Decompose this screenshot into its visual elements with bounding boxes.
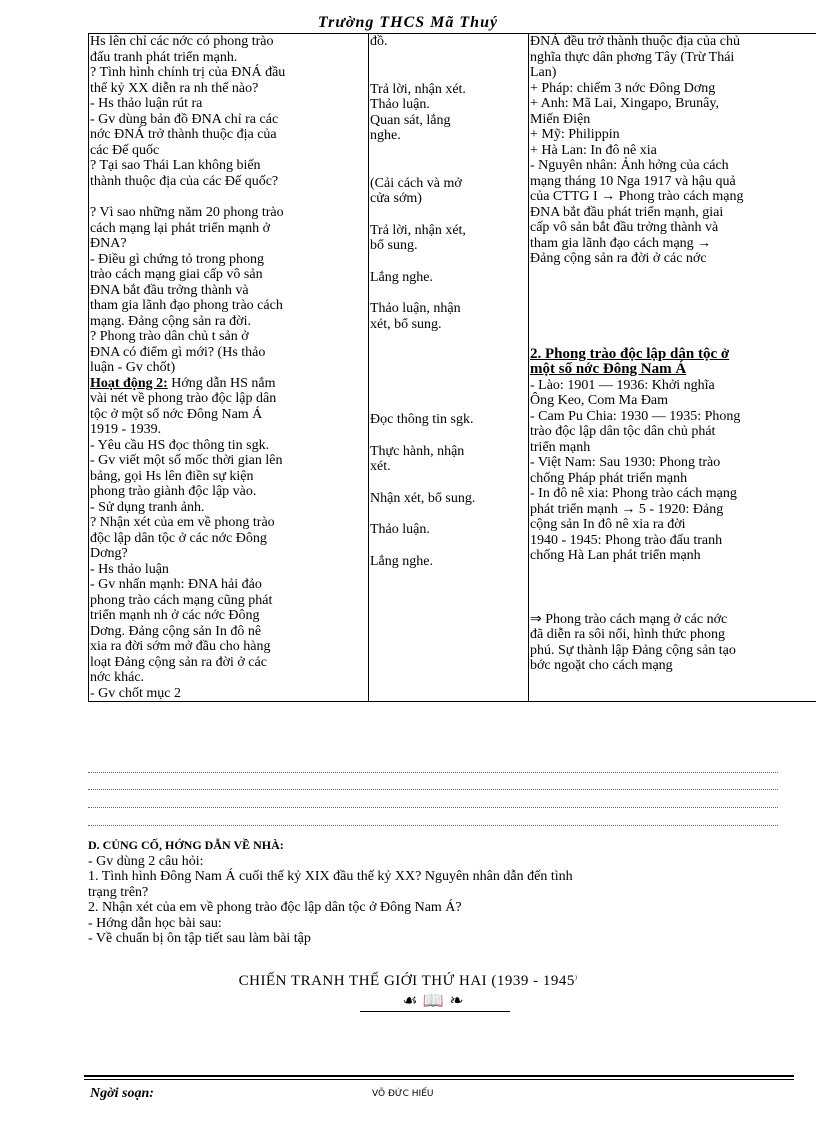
teacher-line: triển mạnh nh ở các nớc Đông	[90, 608, 260, 623]
content-line: - Lào: 1901 — 1936: Khởi nghĩa	[530, 377, 715, 393]
content-line: - In đô nê xia: Phong trào cách mạng	[530, 486, 737, 501]
teacher-line: loạt Đảng cộng sản ra đời ở các	[90, 654, 267, 670]
dotted-line	[88, 807, 778, 808]
spacer	[370, 506, 527, 522]
student-line: Trả lời, nhận xét.	[370, 81, 466, 97]
student-line: cửa sớm)	[370, 191, 422, 206]
teacher-line: thành thuộc địa của các Đế quốc?	[90, 173, 279, 189]
footer-rule-thin	[84, 1079, 794, 1080]
author-name: VÕ ĐỨC HIẾU	[372, 1089, 434, 1099]
content-line: cộng sản In đô nê xia ra đời	[530, 517, 686, 532]
section-2-heading: 2. Phong trào độc lập dân tộc ở	[530, 345, 730, 362]
student-line: Quan sát, lắng	[370, 112, 451, 128]
content-line: chống Pháp phát triển mạnh	[530, 470, 688, 486]
teacher-line: ? Vì sao những năm 20 phong trào	[90, 205, 284, 220]
spacer	[370, 160, 527, 176]
teacher-line: trào cách mạng giai cấp vô sản	[90, 267, 263, 282]
chapter-title-text: CHIẾN TRANH THẾ GIỚI THỨ HAI (1939 - 1945	[238, 973, 575, 989]
teacher-line: ? Tình hình chính trị của ĐNÁ đầu	[90, 65, 286, 80]
spacer	[370, 475, 527, 491]
student-line: Lắng nghe.	[370, 269, 433, 285]
consolidation-line: - Hớng dẫn học bài sau:	[88, 915, 222, 931]
dotted-line	[88, 789, 778, 790]
footer-rule	[84, 1075, 794, 1077]
spacer	[370, 144, 527, 160]
spacer	[370, 538, 527, 554]
teacher-line: 1919 - 1939.	[90, 422, 162, 437]
teacher-line: xia ra đời sớm mở đầu cho hàng	[90, 639, 271, 654]
consolidation-line: - Gv dùng 2 câu hỏi:	[88, 853, 204, 869]
content-line: mạng tháng 10 Nga 1917 và hậu quả	[530, 173, 736, 189]
content-line: phát triển mạnh → 5 - 1920: Đảng	[530, 501, 724, 517]
ornament-rule	[360, 1011, 510, 1012]
teacher-line: Hoạt động 2: Hớng dẫn HS nắm	[90, 375, 276, 391]
teacher-line: đấu tranh phát triển mạnh.	[90, 49, 238, 65]
spacer	[370, 50, 527, 66]
consolidation-title: D. CỦNG CỐ, HỚNG DẪN VỀ NHÀ:	[88, 838, 284, 852]
teacher-line: các Đế quốc	[90, 142, 160, 158]
content-line: phú. Sự thành lập Đảng cộng sản tạo	[530, 642, 736, 658]
teacher-line: tham gia lãnh đạo phong trào cách	[90, 298, 283, 313]
school-header: Trường THCS Mã Thuý	[317, 14, 499, 31]
section-2-heading: một số nớc Đông Nam Á	[530, 361, 687, 377]
spacer	[370, 348, 527, 364]
teacher-line: - Gv nhấn mạnh: ĐNA hải đảo	[90, 577, 262, 592]
spacer	[530, 299, 816, 315]
content-line: Đảng cộng sản ra đời ở các nớc	[530, 251, 707, 266]
student-line: Nhận xét, bổ sung.	[370, 490, 476, 506]
consolidation-line: - Về chuẩn bị ôn tập tiết sau làm bài tập	[88, 931, 311, 946]
spacer	[530, 596, 816, 612]
book-ornament-icon: ☙ 📖 ❧	[402, 991, 464, 1011]
teacher-line: độc lập dân tộc ở các nớc Đông	[90, 530, 267, 546]
teacher-line: - Sử dụng tranh ảnh.	[90, 499, 205, 515]
content-line: Lan)	[530, 65, 557, 80]
teacher-line: ? Tại sao Thái Lan không biến	[90, 158, 261, 173]
consolidation-line: 2. Nhận xét của em về phong trào độc lập dân tộc ở Đông Nam Á?	[88, 900, 462, 915]
student-activity-column	[369, 34, 529, 702]
content-line: + Mỹ: Philippin	[530, 127, 620, 142]
content-line: - Việt Nam: Sau 1930: Phong trào	[530, 455, 721, 470]
content-line: + Anh: Mã Lai, Xingapo, Brunây,	[530, 96, 719, 111]
teacher-line: - Hs thảo luận	[90, 561, 169, 577]
consolidation-line: trạng trên?	[88, 884, 149, 900]
teacher-line	[90, 189, 367, 205]
student-line: Trả lời, nhận xét,	[370, 222, 466, 238]
spacer	[370, 332, 527, 348]
teacher-line: - Gv viết một số mốc thời gian lên	[90, 453, 283, 468]
teacher-line: Dơng. Đảng cộng sản In đô nê	[90, 623, 262, 639]
teacher-line: phong trào cách mạng cũng phát	[90, 592, 273, 608]
spacer	[530, 315, 816, 331]
spacer	[370, 396, 527, 412]
student-line: nghe.	[370, 128, 401, 143]
teacher-line: ĐNA?	[90, 236, 127, 251]
content-line: chống Hà Lan phát triển mạnh	[530, 548, 701, 563]
dotted-line	[88, 772, 778, 773]
teacher-line: nớc khác.	[90, 670, 145, 685]
teacher-line: ? Phong trào dân chủ t sản ở	[90, 329, 249, 344]
teacher-line: ? Nhận xét của em về phong trào	[90, 515, 275, 530]
content-line: ĐNÁ đều trở thành thuộc địa của chủ	[530, 34, 740, 49]
student-line: Thảo luận.	[370, 522, 430, 537]
content-line: + Pháp: chiếm 3 nớc Đông Dơng	[530, 80, 716, 96]
student-line: xét, bổ sung.	[370, 316, 442, 332]
teacher-line: vài nét về phong trào độc lập dân	[90, 391, 277, 406]
spacer	[370, 364, 527, 380]
spacer	[370, 285, 527, 301]
consolidation-line: 1. Tình hình Đông Nam Á cuối thế kỷ XIX đầu thế kỷ XX? Nguyên nhân dẫn đến tình	[88, 869, 573, 884]
student-line: Thảo luận, nhận	[370, 301, 461, 316]
teacher-line: luận - Gv chốt)	[90, 360, 176, 375]
content-column	[529, 34, 816, 702]
content-line: + Hà Lan: In đô nê xia	[530, 142, 657, 158]
chapter-title	[0, 973, 816, 990]
consolidation-section	[88, 838, 808, 947]
content-line: ĐNA bắt đầu phát triển mạnh, giai	[530, 204, 724, 220]
spacer	[530, 331, 816, 347]
student-line: Thảo luận.	[370, 97, 430, 112]
student-line: (Cải cách và mở	[370, 175, 462, 191]
spacer	[530, 564, 816, 580]
teacher-activity-column	[89, 34, 369, 702]
teacher-line: mạng. Đảng cộng sản ra đời.	[90, 313, 251, 329]
teacher-line: cách mạng lại phát triển mạnh ở	[90, 220, 271, 236]
spacer	[370, 254, 527, 270]
teacher-line: phong trào giành độc lập vào.	[90, 484, 257, 499]
content-line: cấp vô sản bắt đầu trởng thành và	[530, 220, 719, 235]
teacher-line: Dơng?	[90, 546, 128, 561]
content-line: triển mạnh	[530, 439, 591, 455]
student-line: Thực hành, nhận	[370, 443, 465, 459]
spacer	[370, 207, 527, 223]
student-line: bổ sung.	[370, 238, 418, 253]
teacher-line: ĐNA bắt đầu trởng thành và	[90, 282, 249, 298]
spacer	[370, 428, 527, 444]
content-line: tham gia lãnh đạo cách mạng →	[530, 235, 712, 251]
teacher-line: nớc ĐNÁ trở thành thuộc địa của	[90, 127, 277, 142]
teacher-line: ĐNA có điểm gì mới? (Hs thảo	[90, 344, 266, 360]
content-line: bớc ngoặt cho cách mạng	[530, 658, 673, 673]
teacher-line: Hs lên chỉ các nớc có phong trào	[90, 34, 274, 49]
teacher-line: tộc ở một số nớc Đông Nam Á	[90, 406, 263, 422]
content-line: 1940 - 1945: Phong trào đấu tranh	[530, 532, 723, 548]
teacher-line: - Yêu cầu HS đọc thông tin sgk.	[90, 437, 270, 453]
lesson-table	[88, 34, 816, 702]
teacher-line: - Gv dùng bản đồ ĐNA chỉ ra các	[90, 111, 279, 127]
student-line: xét.	[370, 459, 391, 474]
teacher-line: thế kỷ XX diễn ra nh thế nào?	[90, 80, 259, 96]
consolidation-lines	[88, 854, 808, 947]
dotted-line	[88, 825, 778, 826]
author-label: Ngời soạn:	[90, 1086, 154, 1101]
content-line: đã diễn ra sôi nổi, hình thức phong	[530, 627, 726, 642]
spacer	[530, 580, 816, 596]
student-line: đồ.	[370, 34, 388, 49]
activity-2-label: Hoạt động 2:	[90, 375, 168, 391]
content-line: ⇒ Phong trào cách mạng ở các nớc	[530, 611, 728, 627]
student-line: Đọc thông tin sgk.	[370, 412, 474, 427]
teacher-line: bảng, gọi Hs lên điền sự kiện	[90, 468, 254, 484]
content-line: của CTTG I → Phong trào cách mạng	[530, 189, 744, 204]
spacer	[530, 283, 816, 299]
content-line: trào độc lập dân tộc dân chủ phát	[530, 424, 716, 439]
teacher-line: - Hs thảo luận rút ra	[90, 96, 203, 111]
spacer	[370, 380, 527, 396]
student-line: Lắng nghe.	[370, 553, 433, 569]
content-line: - Nguyên nhân: Ảnh hởng của cách	[530, 158, 729, 173]
content-line: - Cam Pu Chia: 1930 — 1935: Phong	[530, 408, 741, 424]
content-line: nghĩa thực dân phơng Tây (Trừ Thái	[530, 49, 735, 65]
chapter-title-suffix: )	[574, 975, 578, 981]
content-line: Ông Keo, Com Ma Đam	[530, 393, 669, 408]
spacer	[530, 267, 816, 283]
spacer	[370, 66, 527, 82]
teacher-line: - Gv chốt mục 2	[90, 685, 181, 701]
teacher-line: - Điều gì chứng tỏ trong phong	[90, 251, 265, 267]
content-line: Miến Điện	[530, 111, 591, 127]
